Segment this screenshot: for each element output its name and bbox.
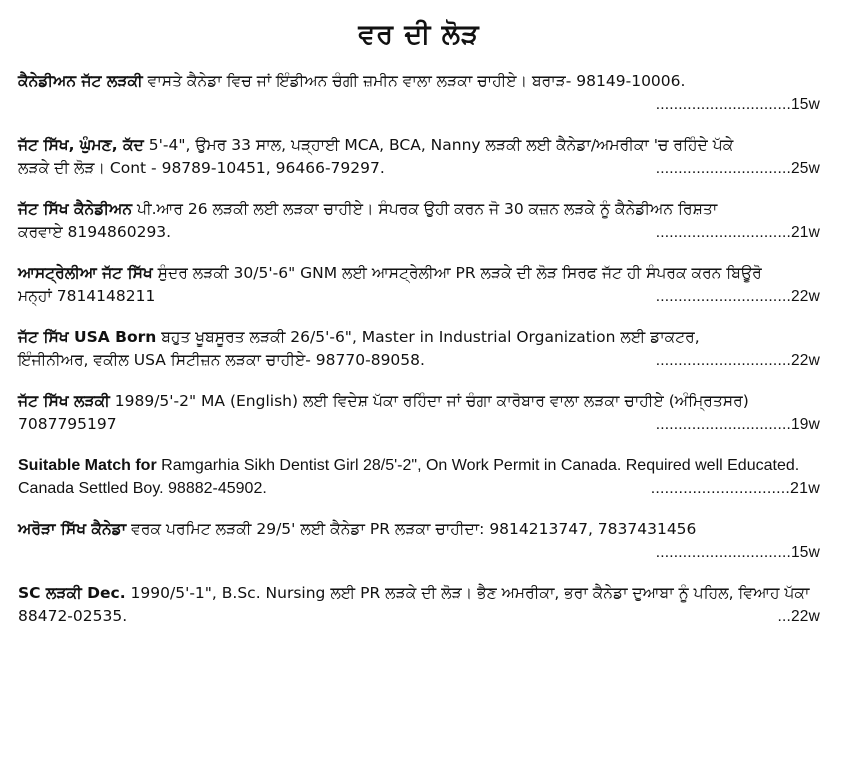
ad-tail: ਮਨ੍ਹਾਂ 7814148211 xyxy=(18,287,156,305)
ad-item-1 xyxy=(18,70,820,116)
ad-code: ..............................21w xyxy=(650,480,820,497)
ad-code: ..............................15w xyxy=(655,96,820,113)
ad-text xyxy=(18,582,820,605)
ad-lead: ਅਰੋੜਾ ਸਿੱਖ ਕੈਨੇਡਾ xyxy=(18,520,127,538)
ad-lead: SC ਲੜਕੀ Dec. xyxy=(18,584,126,602)
ad-tail: Canada Settled Boy. 98882-45902. xyxy=(18,480,267,497)
ad-text xyxy=(18,198,820,221)
ad-body: 1990/5'-1", B.Sc. Nursing ਲਈ PR ਲੜਕੇ ਦੀ ਲੋੜ। ਭੈਣ ਅਮਰੀਕਾ, ਭਰਾ ਕੈਨੇਡਾ ਦੁਆਬਾ ਨੂੰ ਪਹਿਲ, ਵਿਆਹ ਪੱਕਾ xyxy=(125,584,810,602)
ad-lead: ਕੈਨੇਡੀਅਨ ਜੱਟ ਲੜਕੀ xyxy=(18,72,143,90)
ad-lead: ਜੱਟ ਸਿੱਖ, ਘੁੰਮਣ, ਕੱਦ xyxy=(18,136,144,154)
ad-footer xyxy=(18,349,820,372)
ad-lead: ਆਸਟ੍ਰੇਲੀਆ ਜੱਟ ਸਿੱਖ xyxy=(18,264,153,282)
ad-text xyxy=(18,134,820,157)
ad-footer xyxy=(18,541,820,564)
ad-item-4 xyxy=(18,262,820,308)
ad-code: ...22w xyxy=(777,608,820,625)
ad-text xyxy=(18,326,820,349)
ad-text xyxy=(18,518,820,541)
ad-text xyxy=(18,262,820,285)
ad-item-3 xyxy=(18,198,820,244)
ad-body: Ramgarhia Sikh Dentist Girl 28/5'-2", On Work Permit in Canada. Required well Educated. xyxy=(156,457,800,474)
ad-code: ..............................22w xyxy=(655,288,820,305)
ad-text xyxy=(18,390,820,413)
ad-body: ਵਰਕ ਪਰਮਿਟ ਲੜਕੀ 29/5' ਲਈ ਕੈਨੇਡਾ PR ਲੜਕਾ ਚਾਹੀਦਾ: 9814213747, 7837431456 xyxy=(126,520,697,538)
ad-lead: ਜੱਟ ਸਿੱਖ USA Born xyxy=(18,328,157,346)
ad-code: ..............................19w xyxy=(655,416,820,433)
ad-footer xyxy=(18,285,820,308)
ad-lead: ਜੱਟ ਸਿੱਖ ਕੈਨੇਡੀਅਨ xyxy=(18,200,133,218)
ad-item-7 xyxy=(18,454,820,500)
ad-text xyxy=(18,454,820,477)
ad-code: ..............................21w xyxy=(655,224,820,241)
ad-footer xyxy=(18,93,820,116)
ad-body: ਵਾਸਤੇ ਕੈਨੇਡਾ ਵਿਚ ਜਾਂ ਇੰਡੀਅਨ ਚੰਗੀ ਜ਼ਮੀਨ ਵਾਲਾ ਲੜਕਾ ਚਾਹੀਏ। ਬਰਾੜ- 98149-10006. xyxy=(142,72,686,90)
ad-lead: Suitable Match for xyxy=(18,457,157,474)
ad-body: ਪੀ.ਆਰ 26 ਲੜਕੀ ਲਈ ਲੜਕਾ ਚਾਹੀਏ। ਸੰਪਰਕ ਉਹੀ ਕਰਨ ਜੋ 30 ਕਜ਼ਨ ਲੜਕੇ ਨੂੰ ਕੈਨੇਡੀਅਨ ਰਿਸ਼ਤਾ xyxy=(132,200,718,218)
ad-tail: ਕਰਵਾਏ 8194860293. xyxy=(18,223,172,241)
ad-text xyxy=(18,70,820,93)
ad-footer xyxy=(18,477,820,500)
ad-item-8 xyxy=(18,518,820,564)
ad-tail: 7087795197 xyxy=(18,415,117,433)
ad-footer xyxy=(18,157,820,180)
ad-lead: ਜੱਟ ਸਿੱਖ ਲੜਕੀ xyxy=(18,392,110,410)
ad-item-2 xyxy=(18,134,820,180)
ad-footer xyxy=(18,605,820,628)
ad-footer xyxy=(18,413,820,436)
ad-tail: ਲੜਕੇ ਦੀ ਲੋੜ। Cont - 98789-10451, 96466-79297. xyxy=(18,159,385,177)
ad-item-9 xyxy=(18,582,820,628)
ad-tail: 88472-02535. xyxy=(18,607,128,625)
ad-item-5 xyxy=(18,326,820,372)
ad-body: 5'-4", ਉਮਰ 33 ਸਾਲ, ਪੜ੍ਹਾਈ MCA, BCA, Nanny ਲੜਕੀ ਲਈ ਕੈਨੇਡਾ/ਅਮਰੀਕਾ 'ਚ ਰਹਿੰਦੇ ਪੱਕੇ xyxy=(143,136,734,154)
ad-item-6 xyxy=(18,390,820,436)
ad-code: ..............................25w xyxy=(655,160,820,177)
ad-code: ..............................22w xyxy=(655,352,820,369)
ad-body: ਬਹੁਤ ਖੂਬਸੂਰਤ ਲੜਕੀ 26/5'-6", Master in Industrial Organization ਲਈ ਡਾਕਟਰ, xyxy=(156,328,700,346)
ad-code: ..............................15w xyxy=(655,544,820,561)
page-title: ਵਰ ਦੀ ਲੋੜ xyxy=(358,19,480,50)
ad-body: 1989/5'-2" MA (English) ਲਈ ਵਿਦੇਸ਼ ਪੱਕਾ ਰਹਿੰਦਾ ਜਾਂ ਚੰਗਾ ਕਾਰੋਬਾਰ ਵਾਲਾ ਲੜਕਾ ਚਾਹੀਏ (ਅੰਮ੍ਰਿਤਸਰ) xyxy=(109,392,749,410)
ad-footer xyxy=(18,221,820,244)
ad-body: ਸੁੰਦਰ ਲੜਕੀ 30/5'-6" GNM ਲਈ ਆਸਟ੍ਰੇਲੀਆ PR ਲੜਕੇ ਦੀ ਲੋੜ ਸਿਰਫ ਜੱਟ ਹੀ ਸੰਪਰਕ ਕਰਨ ਬਿਊਰੋ xyxy=(152,264,762,282)
ad-tail: ਇੰਜੀਨੀਅਰ, ਵਕੀਲ USA ਸਿਟੀਜ਼ਨ ਲੜਕਾ ਚਾਹੀਏ- 98770-89058. xyxy=(18,351,425,369)
